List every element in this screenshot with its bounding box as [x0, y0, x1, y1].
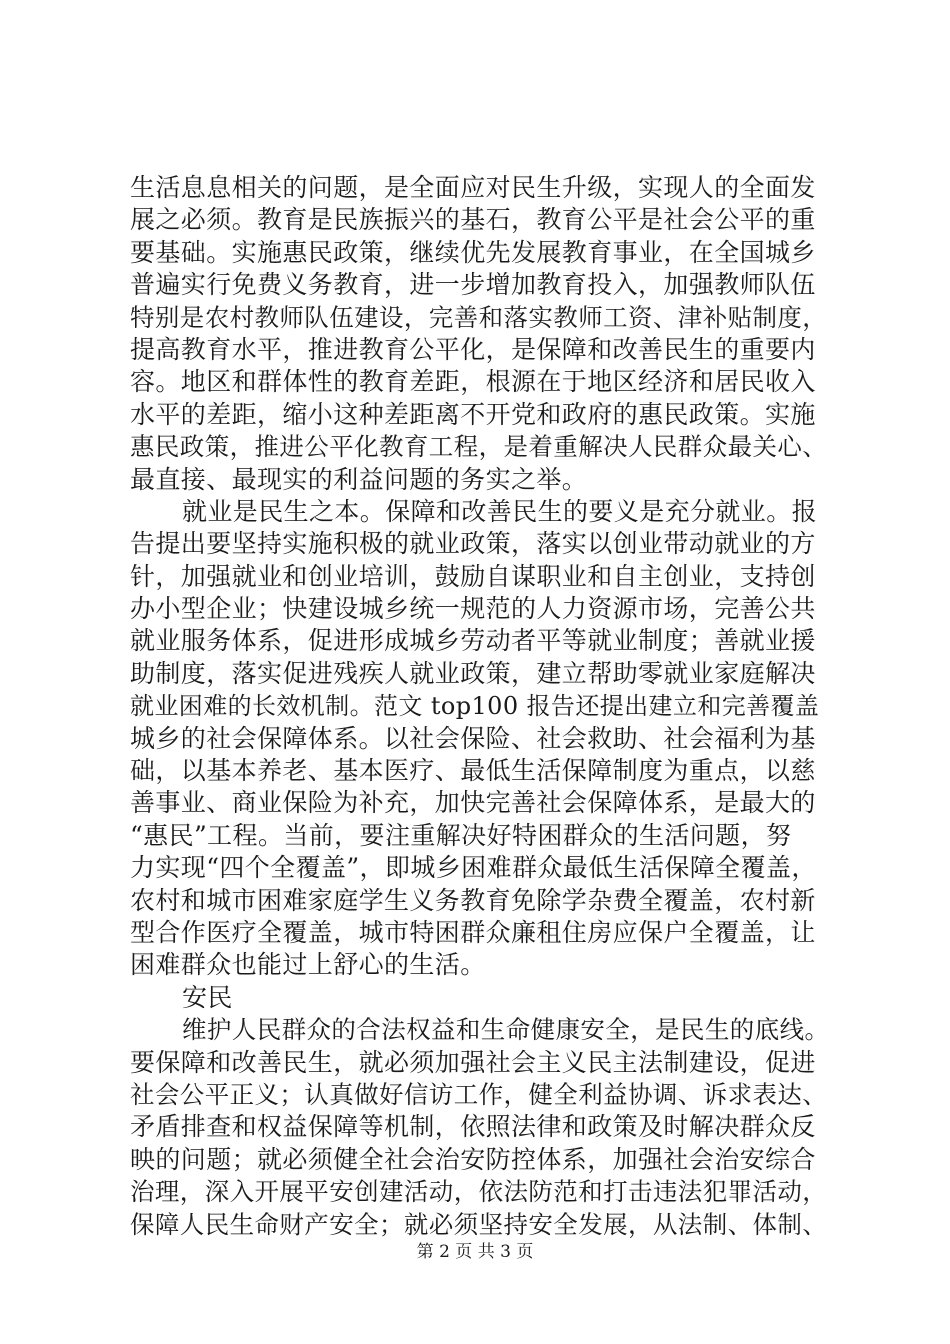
- text-line: 展之必须。教育是民族振兴的基石，教育公平是社会公平的重: [130, 205, 816, 235]
- text-line: 办小型企业；快建设城乡统一规范的人力资源市场，完善公共: [130, 594, 816, 624]
- text-line: 要保障和改善民生，就必须加强社会主义民主法制建设，促进: [130, 1047, 816, 1077]
- text-line: “惠民”工程。当前，要注重解决好特困群众的生活问题，努: [130, 820, 792, 850]
- text-line: 力实现“四个全覆盖”，即城乡困难群众最低生活保障全覆盖，: [130, 853, 817, 883]
- text-line: 矛盾排查和权益保障等机制，依照法律和政策及时解决群众反: [130, 1112, 816, 1142]
- text-line: 就业是民生之本。保障和改善民生的要义是充分就业。报: [182, 496, 818, 526]
- text-line: 困难群众也能过上舒心的生活。: [130, 950, 486, 980]
- text-line: 助制度，落实促进残疾人就业政策，建立帮助零就业家庭解决: [130, 658, 816, 688]
- text-line: 农村和城市困难家庭学生义务教育免除学杂费全覆盖，农村新: [130, 885, 816, 915]
- text-line: 就业困难的长效机制。范文 top100 报告还提出建立和完善覆盖: [130, 692, 820, 721]
- text-line: 要基础。实施惠民政策，继续优先发展教育事业，在全国城乡: [130, 237, 816, 267]
- text-line: 提高教育水平，推进教育公平化，是保障和改善民生的重要内: [130, 334, 816, 364]
- text-line: 特别是农村教师队伍建设，完善和落实教师工资、津补贴制度，: [130, 302, 828, 332]
- text-line: 告提出要坚持实施积极的就业政策，落实以创业带动就业的方: [130, 529, 816, 559]
- text-line: 治理，深入开展平安创建活动，依法防范和打击违法犯罪活动，: [130, 1177, 828, 1207]
- text-line: 型合作医疗全覆盖，城市特困群众廉租住房应保户全覆盖，让: [130, 917, 816, 947]
- text-line: 针，加强就业和创业培训，鼓励自谋职业和自主创业，支持创: [130, 561, 816, 591]
- text-line: 安民: [182, 982, 233, 1012]
- text-line: 生活息息相关的问题，是全面应对民生升级，实现人的全面发: [130, 173, 816, 202]
- text-line: 就业服务体系，促进形成城乡劳动者平等就业制度；善就业援: [130, 626, 816, 656]
- text-line: 最直接、最现实的利益问题的务实之举。: [130, 464, 588, 494]
- text-line: 保障人民生命财产安全；就必须坚持安全发展，从法制、体制、: [130, 1209, 828, 1239]
- page-number-footer: 第 2 页 共 3 页: [416, 1242, 534, 1262]
- text-line: 善事业、商业保险为补充，加快完善社会保障体系，是最大的: [130, 788, 816, 818]
- text-line: 普遍实行免费义务教育，进一步增加教育投入，加强教师队伍: [130, 270, 816, 300]
- text-line: 容。地区和群体性的教育差距，根源在于地区经济和居民收入: [130, 367, 816, 397]
- text-line: 础，以基本养老、基本医疗、最低生活保障制度为重点，以慈: [130, 756, 816, 786]
- text-line: 社会公平正义；认真做好信访工作，健全利益协调、诉求表达、: [130, 1079, 828, 1109]
- text-line: 城乡的社会保障体系。以社会保险、社会救助、社会福利为基: [130, 723, 816, 753]
- text-line: 水平的差距，缩小这种差距离不开党和政府的惠民政策。实施: [130, 399, 816, 429]
- text-line: 维护人民群众的合法权益和生命健康安全，是民生的底线。: [182, 1015, 830, 1045]
- text-line: 惠民政策，推进公平化教育工程，是着重解决人民群众最关心、: [130, 432, 828, 462]
- document-body: [130, 172, 830, 1241]
- text-line: 映的问题；就必须健全社会治安防控体系，加强社会治安综合: [130, 1144, 816, 1174]
